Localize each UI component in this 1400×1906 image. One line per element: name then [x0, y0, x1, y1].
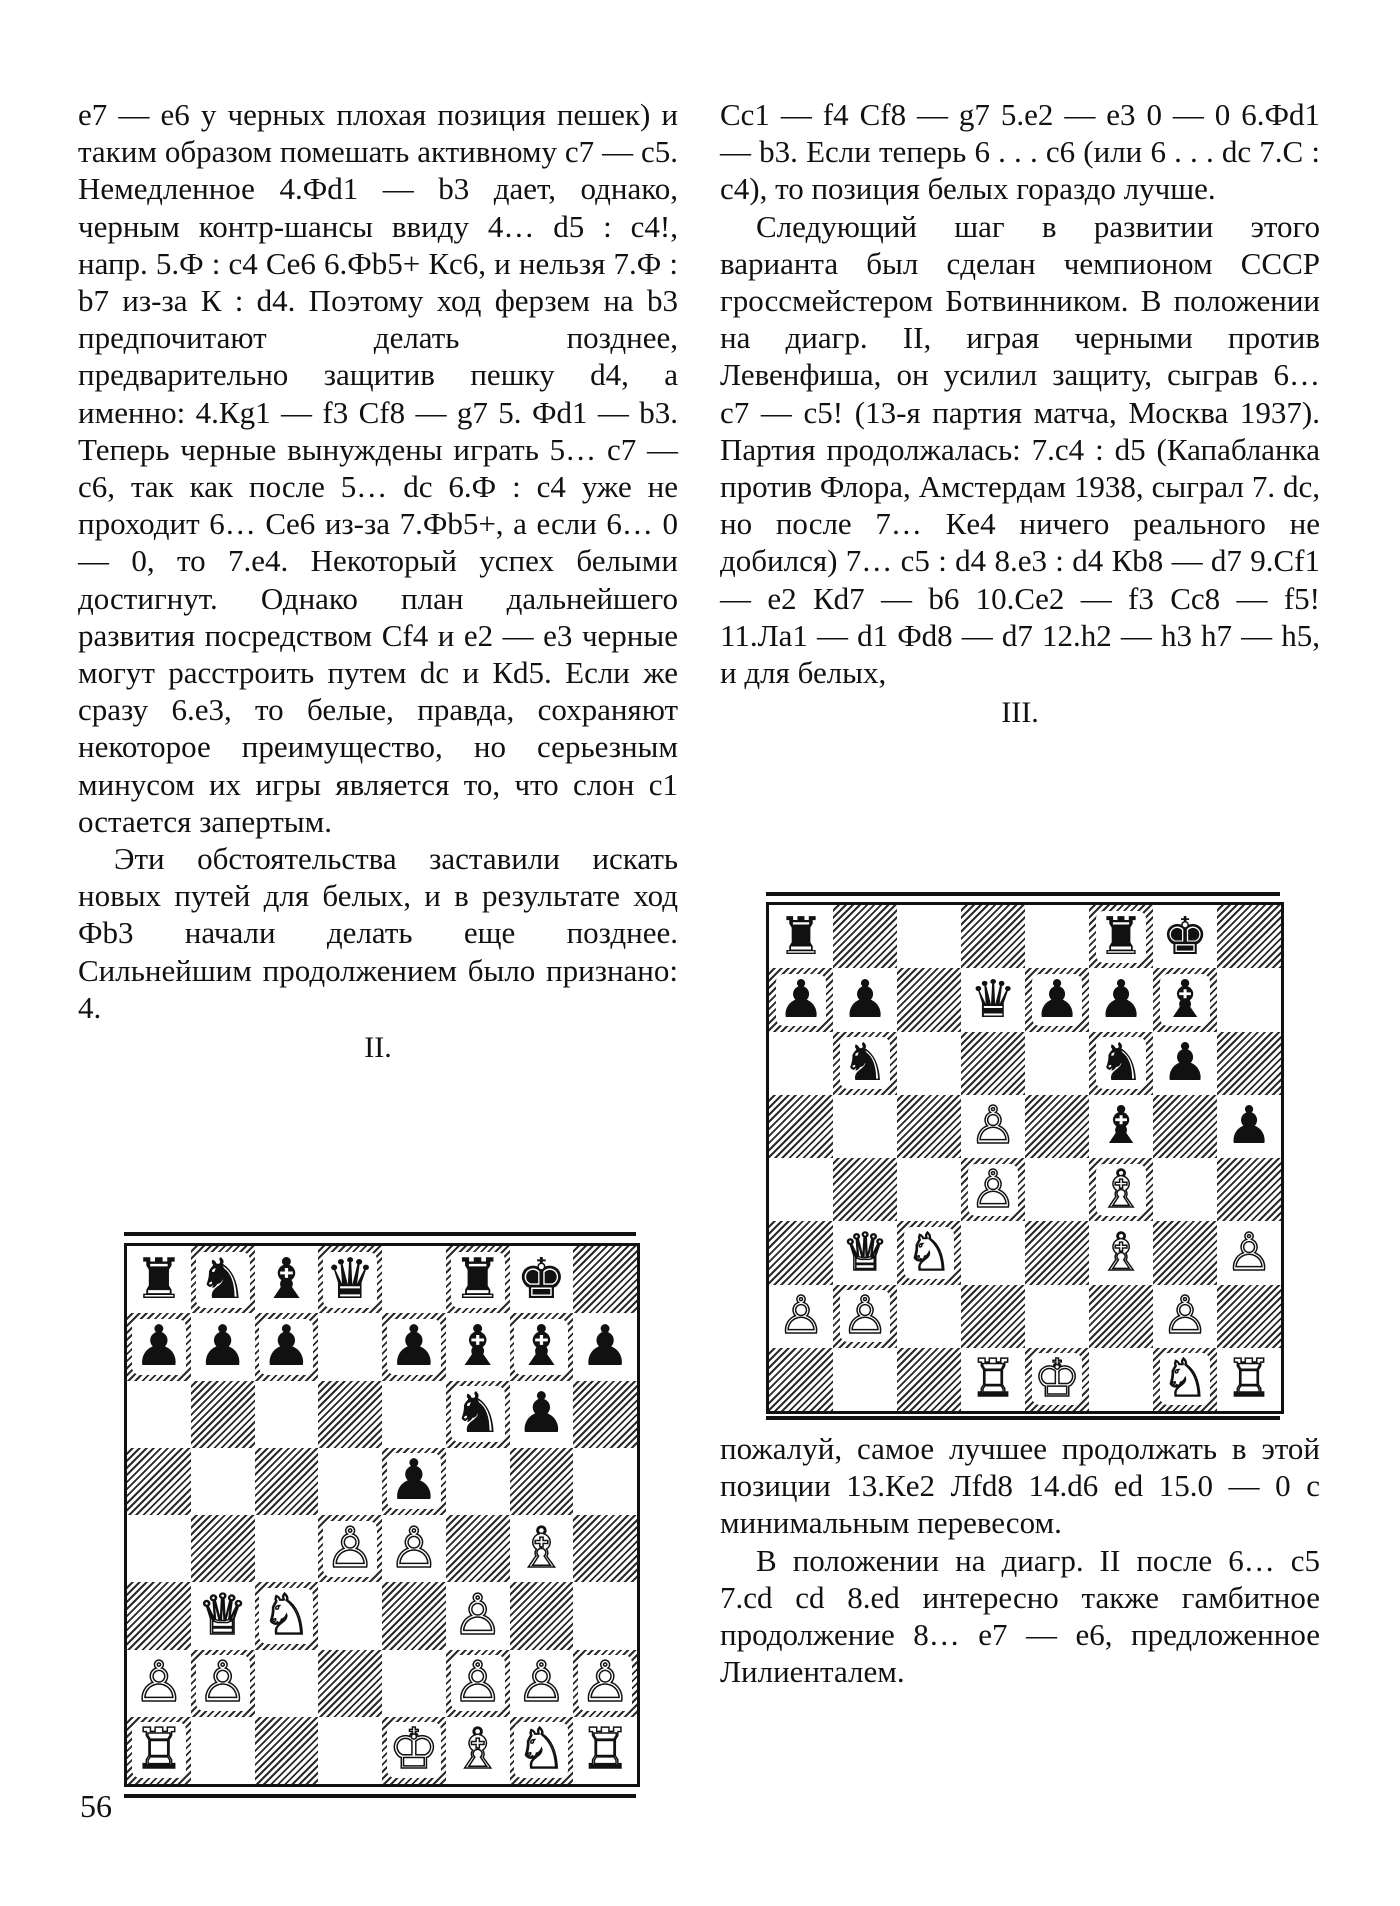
board-square	[127, 1515, 191, 1582]
black-pawn-icon: ♟	[197, 1313, 248, 1379]
board-square	[573, 1381, 637, 1448]
board-square	[769, 1285, 833, 1348]
black-bishop-icon: ♝	[452, 1313, 503, 1379]
diagram-III-caption: III.	[1001, 696, 1039, 730]
white-bishop-icon: ♗	[1097, 1222, 1145, 1283]
board-square	[191, 1381, 255, 1448]
board-square	[255, 1717, 319, 1784]
board-square	[1153, 1158, 1217, 1221]
white-knight-icon: ♘	[905, 1222, 953, 1283]
board-square	[1089, 1095, 1153, 1158]
black-queen-icon: ♛	[969, 969, 1017, 1030]
board-square	[1025, 1095, 1089, 1158]
board-square	[446, 1717, 510, 1784]
white-queen-icon: ♕	[841, 1222, 889, 1283]
white-pawn-icon: ♙	[452, 1650, 503, 1716]
white-bishop-icon: ♗	[1097, 1159, 1145, 1220]
black-pawn-icon: ♟	[261, 1313, 312, 1379]
board-square	[255, 1246, 319, 1313]
right-column	[720, 96, 1320, 739]
board-square	[1089, 1032, 1153, 1095]
board-square	[1089, 1158, 1153, 1221]
white-pawn-icon: ♙	[516, 1650, 567, 1716]
board-square	[1217, 1158, 1281, 1221]
white-pawn-icon: ♙	[325, 1515, 376, 1581]
board-square	[191, 1313, 255, 1380]
white-pawn-icon: ♙	[969, 1096, 1017, 1157]
chess-diagram-III	[766, 902, 1284, 1414]
board-square	[1089, 1221, 1153, 1284]
white-pawn-icon: ♙	[1161, 1286, 1209, 1347]
board-square	[897, 905, 961, 968]
board-square	[318, 1448, 382, 1515]
board-square	[573, 1650, 637, 1717]
chess-diagram-II	[124, 1243, 640, 1787]
black-knight-icon: ♞	[452, 1381, 503, 1447]
black-queen-icon: ♛	[325, 1246, 376, 1312]
black-pawn-icon: ♟	[1225, 1096, 1273, 1157]
board-square	[255, 1448, 319, 1515]
board-square	[833, 1095, 897, 1158]
black-bishop-icon: ♝	[1097, 1096, 1145, 1157]
board-square	[446, 1650, 510, 1717]
board-square	[961, 905, 1025, 968]
white-king-icon: ♔	[1033, 1349, 1081, 1410]
board-square	[255, 1515, 319, 1582]
board-square	[510, 1717, 574, 1784]
board-square	[833, 1285, 897, 1348]
right-paragraph-2: Следующий шаг в развитии этого варианта был сделан чемпионом СССР гроссмейстером Ботвинником. В положении на диагр. II, играя черными против Левенфиша, он усилил защиту, сыграв 6… c7 — c5! (13-я партия матча, Москва 1937). Партия продолжалась: 7.c4 : d5 (Капабланка против Флора, Амстердам 1938, сыграл 7. dc, но после 7… Кe4 ничего реального не добился) 7… c5 : d4 8.e3 : d4 Кb8 — d7 9.Cf1 — e2 Кd7 — b6 10.Ce2 — f3 Cc8 — f5! 11.Лa1 — d1 Фd8 — d7 12.h2 — h3 h7 — h5, и для белых,	[720, 208, 1320, 691]
board-square	[255, 1313, 319, 1380]
right-paragraph-3: пожалуй, самое лучшее продолжать в этой позиции 13.Кe2 Лfd8 14.d6 ed 15.0 — 0 с минимальным перевесом.	[720, 1431, 1320, 1541]
board-square	[573, 1448, 637, 1515]
board-square	[897, 1348, 961, 1411]
board-square	[318, 1717, 382, 1784]
board-square	[1025, 905, 1089, 968]
black-pawn-icon: ♟	[777, 969, 825, 1030]
board-square	[769, 1348, 833, 1411]
black-king-icon: ♚	[1161, 906, 1209, 967]
board-square	[897, 1158, 961, 1221]
board-square	[1153, 1221, 1217, 1284]
board-square	[1217, 1221, 1281, 1284]
board-square	[1025, 1158, 1089, 1221]
board-square	[446, 1582, 510, 1649]
board-square	[769, 968, 833, 1031]
board-square	[961, 1348, 1025, 1411]
black-pawn-icon: ♟	[841, 969, 889, 1030]
board-square	[1153, 905, 1217, 968]
board-square	[1153, 1032, 1217, 1095]
board-square	[446, 1381, 510, 1448]
board-square	[255, 1650, 319, 1717]
board-square	[382, 1515, 446, 1582]
board-square	[510, 1515, 574, 1582]
board-square	[318, 1515, 382, 1582]
board-square	[573, 1582, 637, 1649]
white-bishop-icon: ♗	[452, 1717, 503, 1783]
board-square	[127, 1246, 191, 1313]
board-square	[318, 1582, 382, 1649]
board-square	[769, 1221, 833, 1284]
board-square	[510, 1381, 574, 1448]
white-pawn-icon: ♙	[1225, 1222, 1273, 1283]
black-knight-icon: ♞	[197, 1246, 248, 1312]
board-square	[833, 1158, 897, 1221]
board-square	[961, 968, 1025, 1031]
board-square	[318, 1381, 382, 1448]
left-paragraph-1: e7 — e6 у черных плохая позиция пешек) и таким образом помешать активному c7 — c5. Немедленное 4.Фd1 — b3 дает, однако, черным контр-шансы ввиду 4… d5 : c4!, напр. 5.Ф : c4 Ce6 6.Фb5+ Кc6, и нельзя 7.Ф : b7 из-за К : d4. Поэтому ход ферзем на b3 предпочитают делать позднее, предварительно защитив пешку d4, а именно: 4.Кg1 — f3 Cf8 — g7 5. Фd1 — b3. Теперь черные вынуждены играть 5… c7 — c6, так как после 5… dc 6.Ф : c4 уже не проходит 6… Ce6 из-за 7.Фb5+, а если 6… 0 — 0, то 7.e4. Некоторый успех белыми достигнут. Однако план дальнейшего развития посредством Cf4 и e2 — e3 черные могут расстроить путем dc и Кd5. Если же сразу 6.e3, то белые, правда, сохраняют некоторое преимущество, но серьезным минусом их игры является то, что слон c1 остается запертым.	[78, 97, 678, 839]
board-square	[318, 1313, 382, 1380]
white-rook-icon: ♖	[1225, 1349, 1273, 1410]
black-knight-icon: ♞	[1097, 1033, 1145, 1094]
right-paragraph-4: В положении на диагр. II после 6… c5 7.cd cd 8.ed интересно также гамбитное продолжение 8… e7 — e6, предложенное Лилиенталем.	[720, 1542, 1320, 1690]
board-square	[833, 905, 897, 968]
board-square	[897, 1221, 961, 1284]
white-knight-icon: ♘	[516, 1717, 567, 1783]
white-rook-icon: ♖	[969, 1349, 1017, 1410]
board-square	[382, 1313, 446, 1380]
black-bishop-icon: ♝	[516, 1313, 567, 1379]
board-square	[833, 1032, 897, 1095]
board-square	[446, 1448, 510, 1515]
white-pawn-icon: ♙	[580, 1650, 631, 1716]
black-rook-icon: ♜	[133, 1246, 184, 1312]
board-square	[769, 1032, 833, 1095]
board-square	[833, 1348, 897, 1411]
board-square	[510, 1448, 574, 1515]
black-king-icon: ♚	[516, 1246, 567, 1312]
board-square	[127, 1650, 191, 1717]
white-king-icon: ♔	[388, 1717, 439, 1783]
board-square	[382, 1381, 446, 1448]
board-square	[897, 1095, 961, 1158]
white-bishop-icon: ♗	[516, 1515, 567, 1581]
board-square	[1217, 1032, 1281, 1095]
board-square	[127, 1717, 191, 1784]
black-pawn-icon: ♟	[388, 1448, 439, 1514]
board-square	[127, 1313, 191, 1380]
white-rook-icon: ♖	[580, 1717, 631, 1783]
board-square	[191, 1582, 255, 1649]
board-square	[573, 1717, 637, 1784]
board-square	[382, 1582, 446, 1649]
board-square	[1217, 1285, 1281, 1348]
board-square	[318, 1246, 382, 1313]
right-column-continued	[720, 1430, 1320, 1690]
board-square	[1153, 1095, 1217, 1158]
white-knight-icon: ♘	[1161, 1349, 1209, 1410]
black-pawn-icon: ♟	[1033, 969, 1081, 1030]
board-square	[382, 1448, 446, 1515]
board-square	[1025, 1348, 1089, 1411]
white-pawn-icon: ♙	[969, 1159, 1017, 1220]
board-square	[833, 968, 897, 1031]
board-square	[510, 1313, 574, 1380]
board-square	[446, 1515, 510, 1582]
board-square	[897, 1032, 961, 1095]
diagram-II-caption: II.	[364, 1031, 392, 1065]
board-square	[191, 1246, 255, 1313]
black-pawn-icon: ♟	[388, 1313, 439, 1379]
white-queen-icon: ♕	[197, 1582, 248, 1648]
board-square	[1153, 1285, 1217, 1348]
board-square	[1089, 1285, 1153, 1348]
board-square	[1025, 1032, 1089, 1095]
board-square	[1089, 1348, 1153, 1411]
black-pawn-icon: ♟	[1097, 969, 1145, 1030]
board-square	[1025, 1285, 1089, 1348]
black-rook-icon: ♜	[777, 906, 825, 967]
page-number: 56	[80, 1788, 112, 1824]
board-square	[127, 1381, 191, 1448]
board-square	[769, 905, 833, 968]
board-square	[191, 1650, 255, 1717]
left-paragraph-2: Эти обстоятельства заставили искать новых путей для белых, и в результате ход Фb3 начали делать еще позднее. Сильнейшим продолжением было признано: 4.	[78, 841, 678, 1025]
board-square	[961, 1095, 1025, 1158]
black-rook-icon: ♜	[1097, 906, 1145, 967]
board-square	[897, 968, 961, 1031]
board-square	[1217, 905, 1281, 968]
board-square	[191, 1717, 255, 1784]
white-pawn-icon: ♙	[777, 1286, 825, 1347]
board-square	[510, 1582, 574, 1649]
board-square	[1153, 1348, 1217, 1411]
board-square	[833, 1221, 897, 1284]
board-square	[1025, 1221, 1089, 1284]
board-square	[446, 1246, 510, 1313]
board-square	[382, 1650, 446, 1717]
board-square	[510, 1246, 574, 1313]
white-knight-icon: ♘	[261, 1582, 312, 1648]
board-square	[1217, 1095, 1281, 1158]
board-square	[1217, 968, 1281, 1031]
white-rook-icon: ♖	[133, 1717, 184, 1783]
board-square	[446, 1313, 510, 1380]
board-square	[961, 1221, 1025, 1284]
black-pawn-icon: ♟	[516, 1381, 567, 1447]
right-paragraph-1: Cc1 — f4 Cf8 — g7 5.e2 — e3 0 — 0 6.Фd1 — b3. Если теперь 6 . . . c6 (или 6 . . . dc 7.C : c4), то позиция белых гораздо лучше.	[720, 97, 1320, 207]
white-pawn-icon: ♙	[133, 1650, 184, 1716]
black-rook-icon: ♜	[452, 1246, 503, 1312]
white-pawn-icon: ♙	[452, 1582, 503, 1648]
board-square	[961, 1158, 1025, 1221]
board-square	[573, 1246, 637, 1313]
black-knight-icon: ♞	[841, 1033, 889, 1094]
black-pawn-icon: ♟	[133, 1313, 184, 1379]
left-column	[78, 96, 678, 1074]
black-bishop-icon: ♝	[1161, 969, 1209, 1030]
board-square	[573, 1515, 637, 1582]
black-bishop-icon: ♝	[261, 1246, 312, 1312]
board-square	[255, 1582, 319, 1649]
board-square	[1089, 968, 1153, 1031]
board-square	[127, 1448, 191, 1515]
board-square	[1217, 1348, 1281, 1411]
board-square	[961, 1032, 1025, 1095]
black-pawn-icon: ♟	[580, 1313, 631, 1379]
board-square	[382, 1246, 446, 1313]
white-pawn-icon: ♙	[841, 1286, 889, 1347]
board-square	[510, 1650, 574, 1717]
board-square	[255, 1381, 319, 1448]
white-pawn-icon: ♙	[388, 1515, 439, 1581]
board-square	[769, 1095, 833, 1158]
board-square	[382, 1717, 446, 1784]
white-pawn-icon: ♙	[197, 1650, 248, 1716]
board-square	[127, 1582, 191, 1649]
board-square	[897, 1285, 961, 1348]
board-square	[1025, 968, 1089, 1031]
board-square	[318, 1650, 382, 1717]
board-square	[191, 1515, 255, 1582]
board-square	[191, 1448, 255, 1515]
board-square	[1089, 905, 1153, 968]
board-square	[769, 1158, 833, 1221]
board-square	[573, 1313, 637, 1380]
board-square	[1153, 968, 1217, 1031]
black-pawn-icon: ♟	[1161, 1033, 1209, 1094]
board-square	[961, 1285, 1025, 1348]
